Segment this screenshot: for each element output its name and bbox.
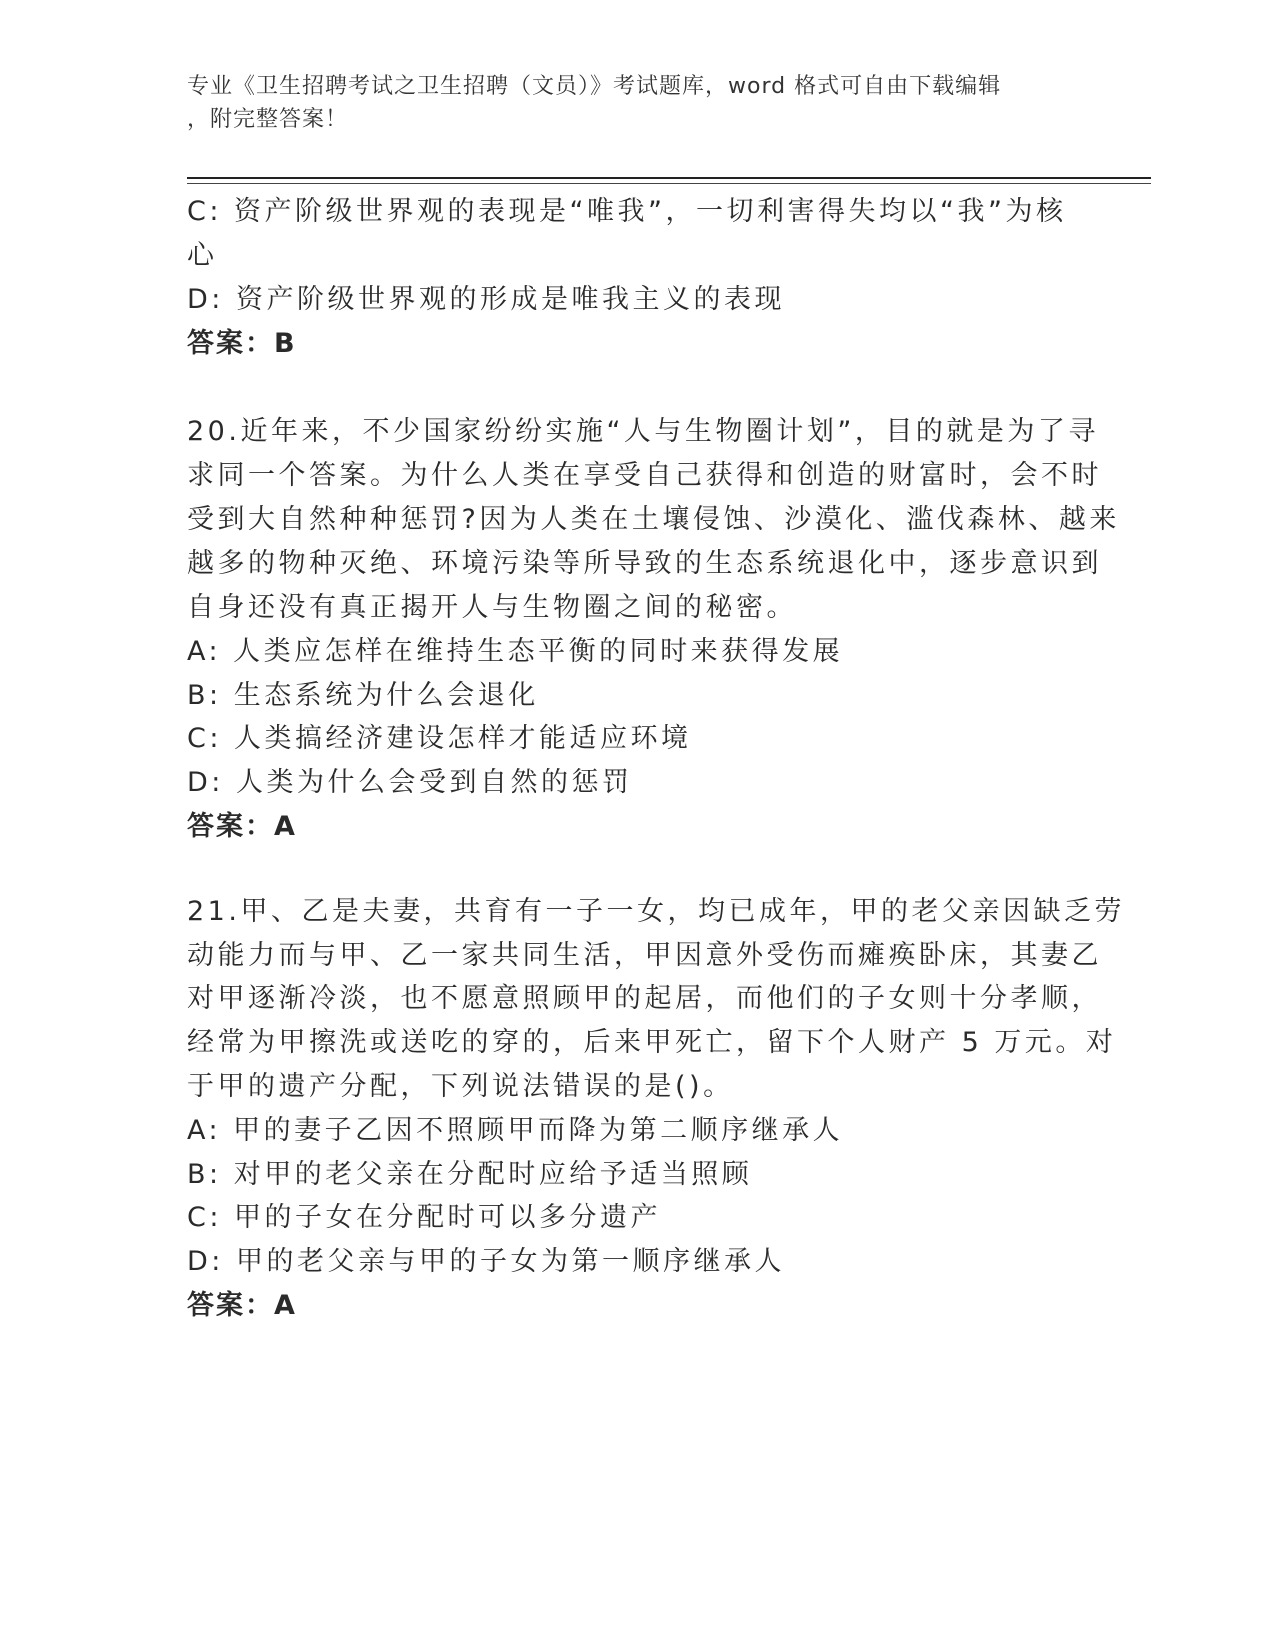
q21-option-b: B: 对甲的老父亲在分配时应给予适当照顾 [187, 1159, 753, 1190]
q20-stem-line-4: 越多的物种灭绝、环境污染等所导致的生态系统退化中，逐步意识到 [187, 548, 1102, 579]
q20-stem-line-1: 20.近年来，不少国家纷纷实施“人与生物圈计划”，目的就是为了寻 [187, 416, 1099, 447]
q20-option-c: C: 人类搞经济建设怎样才能适应环境 [187, 723, 692, 754]
header-title-line-2: ，附完整答案！ [187, 107, 349, 132]
q20-stem-line-5: 自身还没有真正揭开人与生物圈之间的秘密。 [187, 592, 797, 623]
q20-option-d: D: 人类为什么会受到自然的惩罚 [187, 767, 633, 798]
q21-option-a: A: 甲的妻子乙因不照顾甲而降为第二顺序继承人 [187, 1115, 844, 1146]
q21-stem-line-4: 经常为甲擦洗或送吃的穿的，后来甲死亡，留下个人财产 5 万元。对 [187, 1027, 1117, 1058]
q21-answer: 答案：A [187, 1290, 297, 1321]
q21-option-d: D: 甲的老父亲与甲的子女为第一顺序继承人 [187, 1246, 785, 1277]
q20-option-b: B: 生态系统为什么会退化 [187, 680, 539, 711]
q20-stem-line-3: 受到大自然种种惩罚?因为人类在土壤侵蚀、沙漠化、滥伐森林、越来 [187, 504, 1120, 535]
q19-answer: 答案：B [187, 328, 297, 359]
q21-stem-line-1: 21.甲、乙是夫妻，共育有一子一女，均已成年，甲的老父亲因缺乏劳 [187, 896, 1125, 927]
q21-stem-line-2: 动能力而与甲、乙一家共同生活，甲因意外受伤而瘫痪卧床，其妻乙 [187, 940, 1102, 971]
q21-stem-line-5: 于甲的遗产分配，下列说法错误的是()。 [187, 1071, 734, 1102]
q19-option-c-line-1: C: 资产阶级世界观的表现是“唯我”，一切利害得失均以“我”为核 [187, 196, 1067, 227]
q21-stem-line-3: 对甲逐渐冷淡，也不愿意照顾甲的起居，而他们的子女则十分孝顺， [187, 983, 1102, 1014]
header-divider-thin [187, 183, 1151, 184]
q20-stem-line-2: 求同一个答案。为什么人类在享受自己获得和创造的财富时，会不时 [187, 460, 1102, 491]
q20-option-a: A: 人类应怎样在维持生态平衡的同时来获得发展 [187, 636, 844, 667]
q19-option-c-line-2: 心 [187, 240, 218, 271]
header-divider-thick [187, 177, 1151, 179]
q19-option-d: D: 资产阶级世界观的形成是唯我主义的表现 [187, 284, 785, 315]
q21-option-c: C: 甲的子女在分配时可以多分遗产 [187, 1202, 662, 1233]
header-title-line-1: 专业《卫生招聘考试之卫生招聘（文员）》考试题库，word 格式可自由下载编辑 [187, 74, 1002, 99]
q20-answer: 答案：A [187, 811, 297, 842]
